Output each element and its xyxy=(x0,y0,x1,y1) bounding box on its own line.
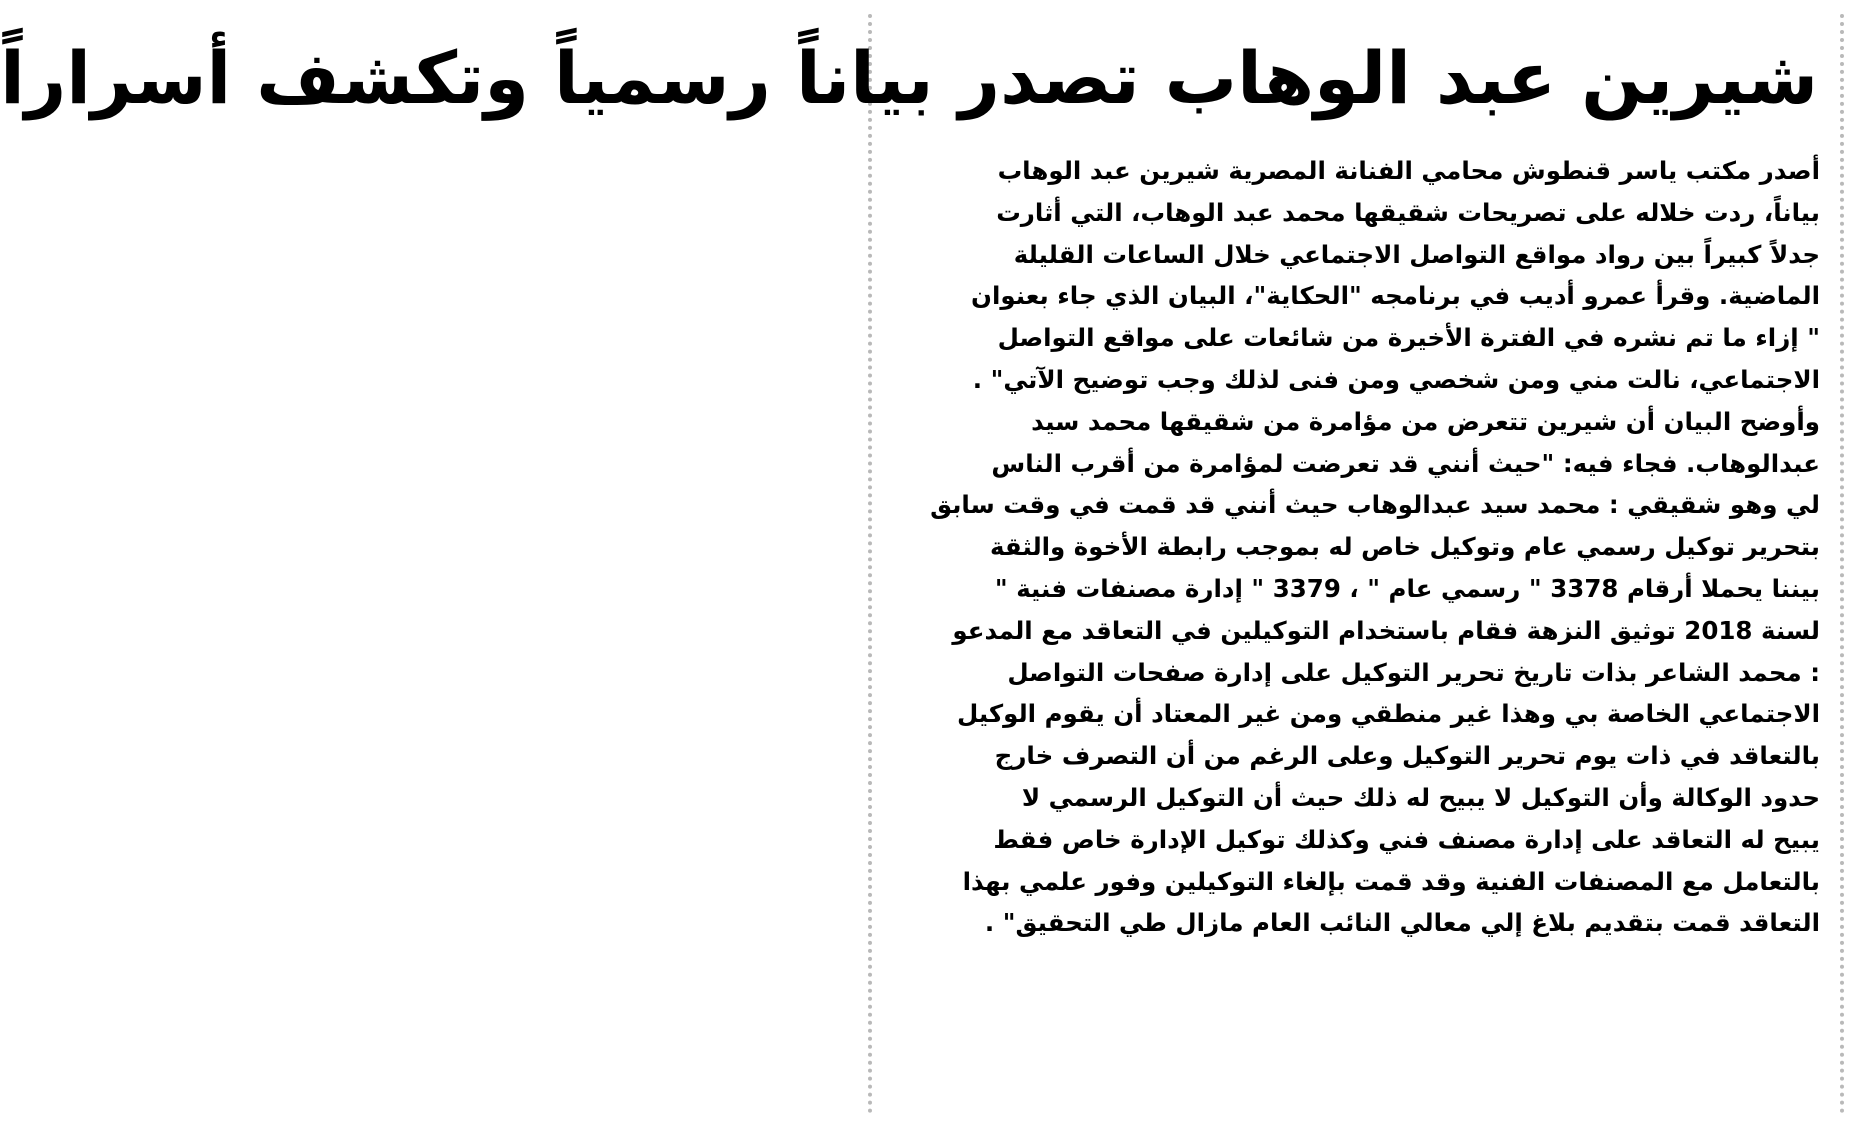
body-line: أصدر مكتب ياسر قنطوش محامي الفنانة المصرية شيرين عبد الوهاب xyxy=(997,156,1820,185)
body-line: بالتعامل مع المصنفات الفنية وقد قمت بإلغاء التوكيلين وفور علمي بهذا xyxy=(962,866,1820,896)
body-line: جدلاً كبيراً بين رواد مواقع التواصل الاجتماعي خلال الساعات القليلة xyxy=(1013,239,1820,269)
body-line: وأوضح البيان أن شيرين تتعرض من مؤامرة من شقيقها محمد سيد xyxy=(1031,406,1820,436)
body-line: عبدالوهاب. فجاء فيه: "حيث أنني قد تعرضت لمؤامرة من أقرب الناس xyxy=(991,448,1820,478)
left-dotted-border xyxy=(868,14,872,1114)
body-line: " إزاء ما تم نشره في الفترة الأخيرة من شائعات على مواقع التواصل xyxy=(997,323,1820,353)
article-body xyxy=(898,150,1820,944)
body-line: بياناً، ردت خلاله على تصريحات شقيقها محمد عبد الوهاب، التي أثارت xyxy=(996,197,1820,227)
body-line: التعاقد قمت بتقديم بلاغ إلي معالي النائب العام مازال طي التحقيق" . xyxy=(984,908,1820,938)
body-line: يبيح له التعاقد على إدارة مصنف فني وكذلك توكيل الإدارة خاص فقط xyxy=(993,824,1820,854)
body-line: بتحرير توكيل رسمي عام وتوكيل خاص له بموجب رابطة الأخوة والثقة xyxy=(989,532,1820,562)
body-line: الاجتماعي، نالت مني ومن شخصي ومن فنى لذلك وجب توضيح الآتي" . xyxy=(972,364,1820,394)
body-line: الماضية. وقرأ عمرو أديب في برنامجه "الحكاية"، البيان الذي جاء بعنوان xyxy=(971,281,1820,311)
right-dotted-border xyxy=(1840,14,1844,1114)
body-line: لسنة 2018 توثيق النزهة فقام باستخدام التوكيلين في التعاقد مع المدعو xyxy=(952,615,1820,645)
body-line: بالتعاقد في ذات يوم تحرير التوكيل وعلى الرغم من أن التصرف خارج xyxy=(994,741,1820,771)
body-line: لي وهو شقيقي : محمد سيد عبدالوهاب حيث أنني قد قمت في وقت سابق xyxy=(930,490,1820,520)
body-line: حدود الوكالة وأن التوكيل لا يبيح له ذلك حيث أن التوكيل الرسمي لا xyxy=(1021,782,1820,812)
body-line: بيننا يحملا أرقام 3378 " رسمي عام " ، 3379 " إدارة مصنفات فنية " xyxy=(994,573,1820,603)
body-line: الاجتماعي الخاصة بي وهذا غير منطقي ومن غير المعتاد أن يقوم الوكيل xyxy=(956,699,1820,729)
article-headline: شيرين عبد الوهاب تصدر بياناً رسمياً وتكشف أسراراً xyxy=(0,36,1818,120)
body-line: : محمد الشاعر بذات تاريخ تحرير التوكيل على إدارة صفحات التواصل xyxy=(1007,657,1820,687)
